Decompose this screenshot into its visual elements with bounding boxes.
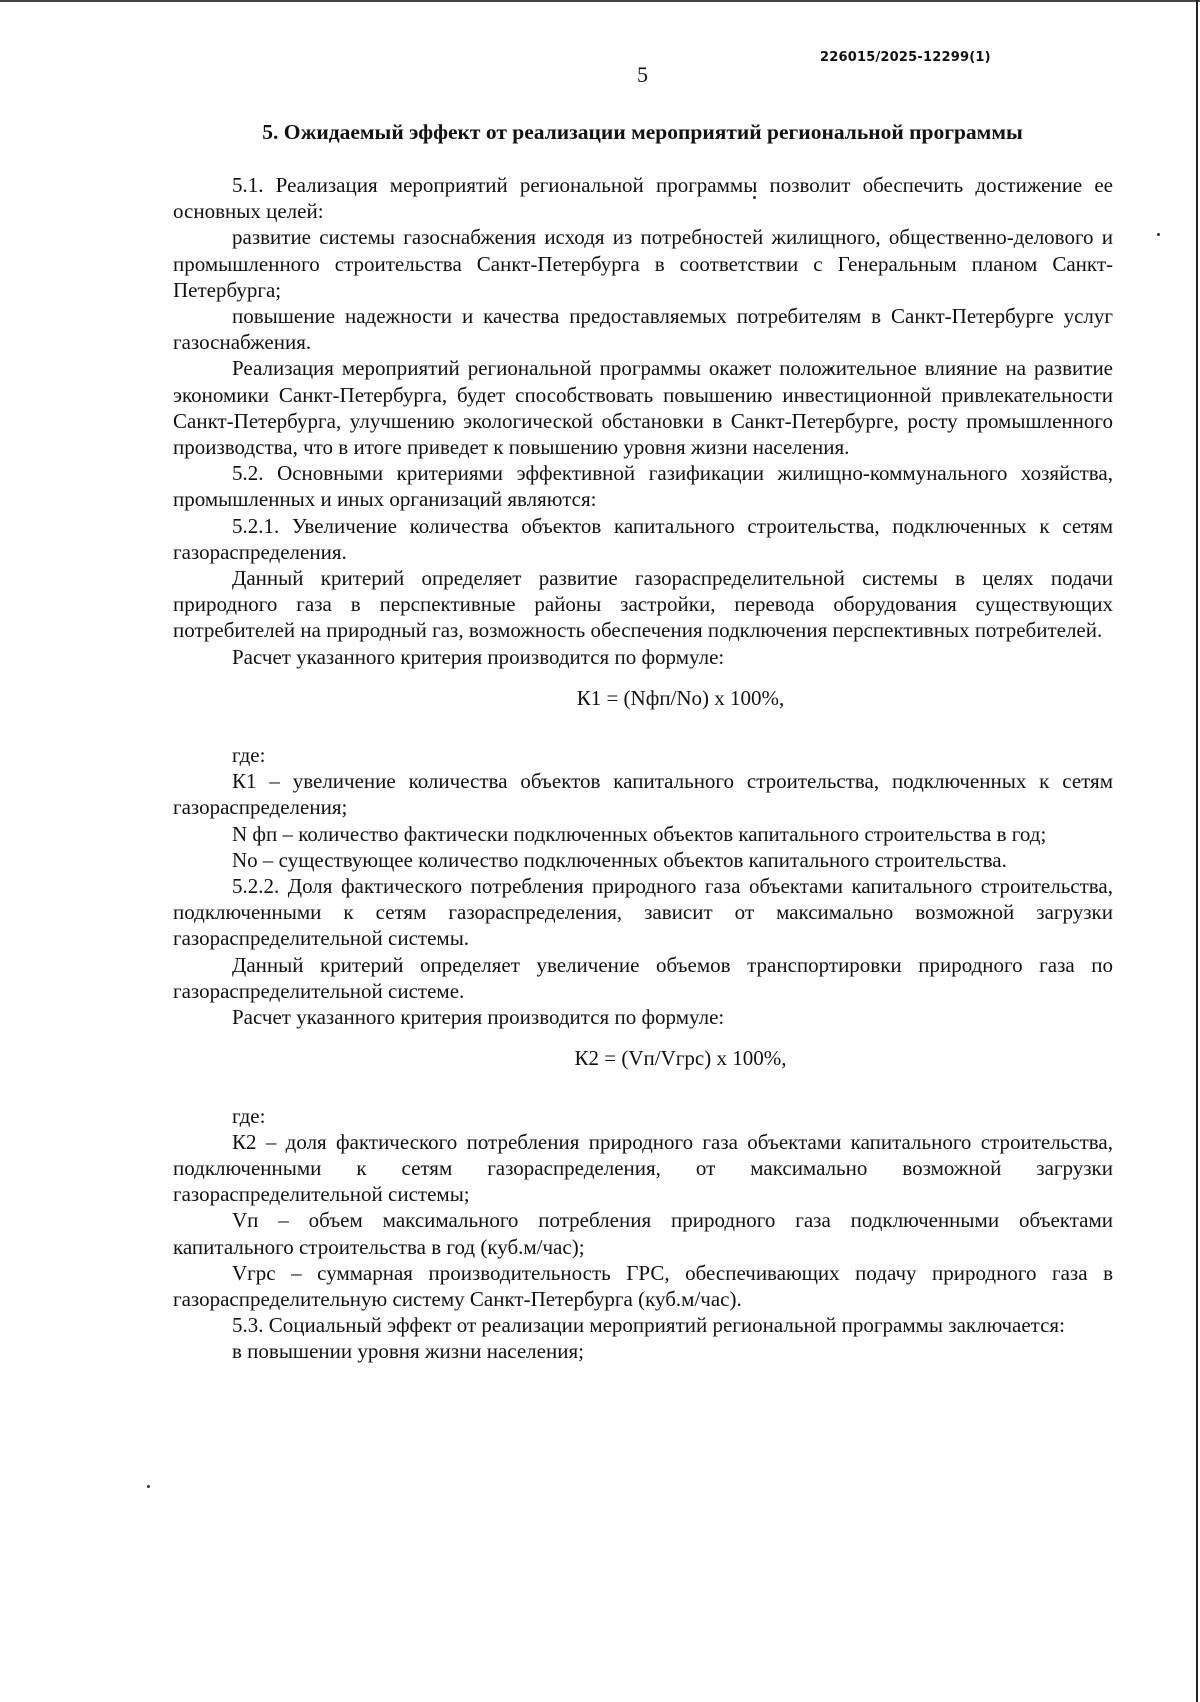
paragraph: Данный критерий определяет развитие газораспределительной системы в целях подачи природного газа в перспективные районы застройки, перевода оборудования существующих потребителей на природный газ, возможность обеспечения подключения перспективных потребителей. [173,566,1113,643]
paragraph: N фп – количество фактически подключенных объектов капитального строительства в год; [232,821,1047,846]
paragraph: где: [232,1103,266,1128]
paragraph: К2 – доля фактического потребления природного газа объектами капитального строительства, подключенными к сетям газораспределения, от максимально возможной загрузки газораспределительной системы; [173,1129,1113,1207]
document-body [173,172,1113,1365]
paragraph: Расчет указанного критерия производится по формуле: [232,644,725,669]
paragraph: 5.1. Реализация мероприятий региональной программы позволит обеспечить достижение ее основных целей: [173,173,1113,224]
formula-k1: К1 = (Nфп/Nо) х 100%, [576,685,785,710]
section-title: 5. Ожидаемый эффект от реализации мероприятий региональной программы [262,120,1023,144]
paragraph: Данный критерий определяет увеличение объемов транспортировки природного газа по газораспределительной системе. [173,952,1113,1003]
paragraph: Реализация мероприятий региональной программы окажет положительное влияние на развитие экономики Санкт-Петербурга, будет способствовать повышению инвестиционной привлекательности Санкт-Петербурга, улучшению экологической обстановки в Санкт-Петербурге, росту промышленного производства, что в итоге приведет к повышению уровня жизни населения. [173,356,1113,460]
paragraph: в повышении уровня жизни населения; [232,1339,584,1364]
paragraph: 5.2.2. Доля фактического потребления природного газа объектами капитального строительства, подключенными к сетям газораспределения, зависит от максимально возможной загрузки газораспределительной системы. [173,874,1113,951]
scan-top-edge [0,0,1200,2]
scan-speck [147,1485,150,1488]
formula-k2: К2 = (Vп/Vгрс) х 100%, [574,1046,787,1071]
paragraph: Vп – объем максимального потребления природного газа подключенными объектами капитального строительства в год (куб.м/час); [173,1208,1113,1259]
paragraph: 5.2. Основными критериями эффективной газификации жилищно-коммунального хозяйства, промышленных и иных организаций являются: [173,461,1113,512]
page-number: 5 [637,62,648,87]
paragraph: Расчет указанного критерия производится по формуле: [232,1005,725,1030]
paragraph: развитие системы газоснабжения исходя из потребностей жилищного, общественно-делового и промышленного строительства Санкт-Петербурга в соответствии с Генеральным планом Санкт-Петербурга; [173,225,1113,302]
paragraph: 5.2.1. Увеличение количества объектов капитального строительства, подключенных к сетям газораспределения. [173,513,1113,564]
paragraph: Nо – существующее количество подключенных объектов капитального строительства. [232,847,1007,872]
paragraph: Vгрс – суммарная производительность ГРС, обеспечивающих подачу природного газа в газораспределительную систему Санкт-Петербурга (куб.м/час). [173,1260,1113,1311]
paragraph: 5.3. Социальный эффект от реализации мероприятий региональной программы заключается: [232,1313,1065,1338]
scan-right-edge [1196,0,1198,1702]
document-registration-number: 226015/2025-12299(1) [820,50,991,65]
paragraph: где: [232,743,266,768]
paragraph: повышение надежности и качества предоставляемых потребителям в Санкт-Петербурге услуг газоснабжения. [173,304,1113,355]
scan-speck [1157,233,1160,236]
paragraph: К1 – увеличение количества объектов капитального строительства, подключенных к сетям газораспределения; [173,769,1113,820]
